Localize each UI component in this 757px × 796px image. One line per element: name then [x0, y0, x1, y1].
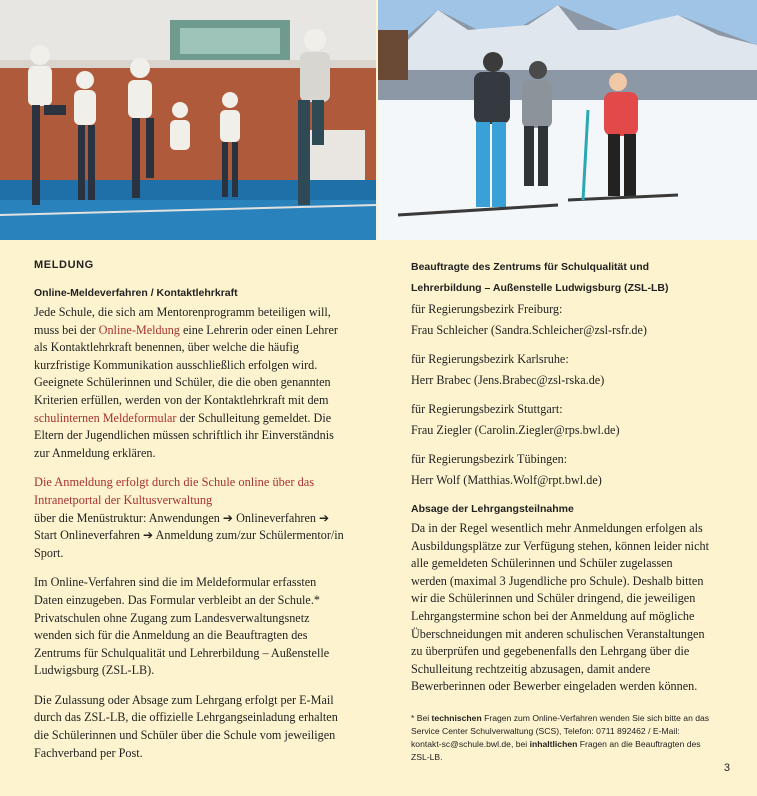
section-kicker: MELDUNG: [34, 259, 94, 271]
contact-teacher-paragraph: [34, 304, 344, 462]
footnote-bold: inhaltlichen: [529, 738, 578, 749]
menu-structure-text: über die Menüstruktur: Anwendungen ➔ Onlineverfahren ➔ Start Onlineverfahren ➔ Anmeldung zum/zur Schülermentor/in Sport.: [34, 510, 344, 560]
cancellation-heading: Absage der Lehrgangsteilnahme: [411, 503, 574, 515]
contact-region: für Regierungsbezirk Karlsruhe:: [411, 352, 569, 366]
online-registration-highlight: Die Anmeldung erfolgt durch die Schule online über das Intranetportal der Kultusverwaltung: [34, 475, 315, 507]
contact-entry: [411, 349, 711, 391]
contact-entry: [411, 399, 711, 441]
online-meldung-link[interactable]: Online-Meldung: [98, 322, 180, 337]
cancellation-paragraph: Da in der Regel wesentlich mehr Anmeldungen erfolgen als Ausbildungsplätze zur Verfügung stehen, können leider nicht alle gemeldeten Schülerinnen und Schüler zugelassen werden (maximal 3 Jugendliche pro Schule). Deshalb bitten wir die Schülerinnen und Schüler dringend, die jeweiligen Lehrgangstermine schon bei der Anmeldung auf mögliche Überschneidungen mit anderen schulischen Veranstaltungen zu überprüfen und gegebenenfalls den Lehrgang über die Schulleitung rechtzeitig abzusagen, damit andere Bewerberinnen oder Bewerber eingeladen werden können.: [411, 521, 709, 694]
footnote-bold: technischen: [431, 712, 482, 723]
online-procedure-paragraph: Im Online-Verfahren sind die im Meldeformular erfassten Daten einzugeben. Das Formular verbleibt an der Schule.* Privatschulen ohne Zugang zum Landesverwaltungsnetz wenden sich für die Anmeldung an die Beauftragten des Zentrums für Schulqualität und Lehrerbildung – Außenstelle Ludwigsburg (ZSL-LB).: [34, 575, 330, 678]
paragraph-text: eine Lehrerin oder einen Lehrer als Kontaktlehrkraft benennen, über welche die häufig kurzfristige Kommunikation ausschließlich erfolgen wird. Geeignete Schülerinnen und Schüler, die die oben genannten Kriterien erfüllen, werden von der Kontaktlehrkraft mit dem: [34, 322, 338, 407]
page-number: 3: [723, 762, 730, 774]
footnote-text: * Bei: [411, 712, 432, 723]
contact-person: Herr Brabec (Jens.Brabec@zsl-rska.de): [411, 373, 605, 387]
contact-region: für Regierungsbezirk Stuttgart:: [411, 402, 563, 416]
registration-heading: Online-Meldeverfahren / Kontaktlehrkraft: [34, 287, 238, 299]
contact-person: Frau Schleicher (Sandra.Schleicher@zsl-rsfr.de): [411, 323, 647, 337]
right-column: [411, 257, 711, 764]
footnote: [411, 712, 711, 764]
paragraph-text: Jede Schule, die sich am Mentorenprogramm beteiligen will, muss bei der: [34, 305, 331, 337]
contact-entry: [411, 449, 711, 491]
footnote-text: Fragen zum Online-Verfahren wenden Sie sich bitte an das Service Center Schulverwaltung (SCS), Telefon: 0711 892462 / E-Mail: kontakt-sc@schule.bwl.de, bei: [411, 712, 710, 749]
photo-ski-group: [378, 0, 757, 240]
admission-paragraph: Die Zulassung oder Absage zum Lehrgang erfolgt per E-Mail durch das ZSL-LB, die offizielle Lehrgangseinladung erhalten die Schülerinnen und Schüler über die Schule vom jeweiligen Fachverband per Post.: [34, 692, 338, 760]
footnote-text: Fragen an die Beauftragten des ZSL-LB.: [411, 738, 701, 762]
contact-region: für Regierungsbezirk Tübingen:: [411, 452, 568, 466]
photo-gym-class: [0, 0, 376, 240]
contacts-heading: Beauftragte des Zentrums für Schulqualität und Lehrerbildung – Außenstelle Ludwigsburg (ZSL-LB): [411, 261, 669, 294]
contact-region: für Regierungsbezirk Freiburg:: [411, 302, 563, 316]
contact-entry: [411, 299, 711, 341]
contact-person: Frau Ziegler (Carolin.Ziegler@rps.bwl.de): [411, 423, 620, 437]
contact-person: Herr Wolf (Matthias.Wolf@rpt.bwl.de): [411, 473, 602, 487]
paragraph-text: der Schulleitung gemeldet. Die Eltern der Jugendlichen müssen schriftlich ihr Einverständnis zur Anmeldung erklären.: [34, 410, 334, 460]
left-column: [34, 255, 344, 762]
meldeformular-link[interactable]: schulinternen Meldeformular: [34, 410, 177, 425]
